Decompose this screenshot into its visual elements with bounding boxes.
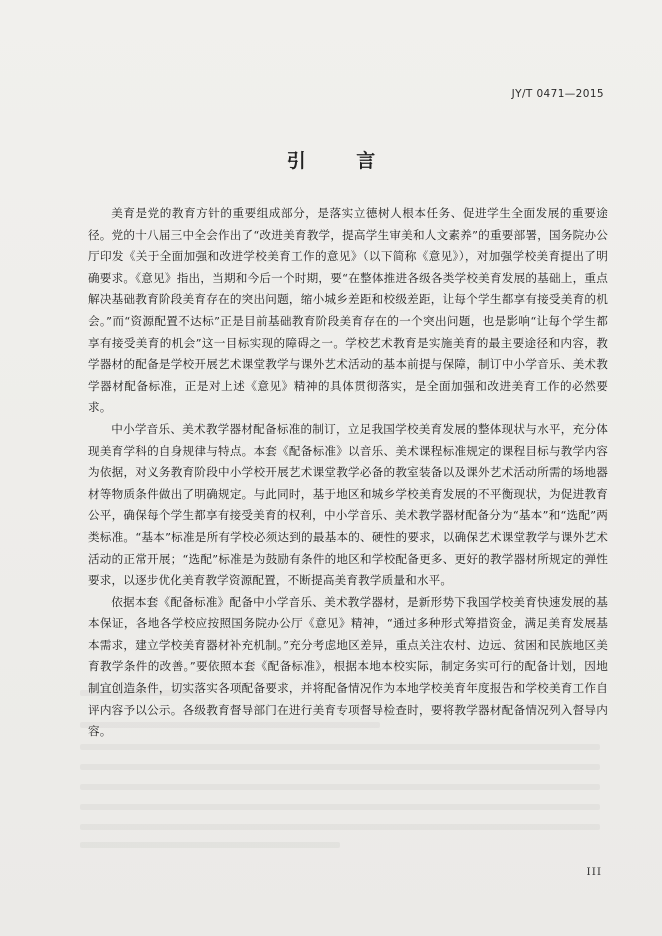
bleed-through-line bbox=[80, 804, 600, 810]
paragraph: 依据本套《配备标准》配备中小学音乐、美术教学器材，是新形势下我国学校美育快速发展的基本保证，各地各学校应按照国务院办公厅《意见》精神，“通过多种形式筹措资金，满足美育发展基本需求，建立学校美育器材补充机制。”充分考虑地区差异，重点关注农村、边远、贫困和民族地区美育教学条件的改善。”要依照本套《配备标准》，根据本地本校实际，制定务实可行的配备计划，因地制宜创造条件，切实落实各项配备要求，并将配备情况作为本地学校美育年度报告和学校美育工作自评内容予以公示。各级教育督导部门在进行美育专项督导检查时，要将教学器材配备情况列入督导内容。 bbox=[88, 594, 608, 739]
bleed-through-line bbox=[80, 690, 200, 696]
bleed-through-line bbox=[80, 744, 600, 750]
bleed-through-line bbox=[80, 722, 380, 728]
page-number: III bbox=[586, 866, 602, 878]
paragraph: 中小学音乐、美术教学器材配备标准的制订，立足我国学校美育发展的整体现状与水平，充分体现美育学科的自身规律与特点。本套《配备标准》以音乐、美术课程标准规定的课程目标与教学内容为依据，对义务教育阶段中小学校开展艺术课堂教学必备的教室装备以及课外艺术活动所需的场地器材等物质条件做出了明确规定。与此同时，基于地区和城乡学校美育发展的不平衡现状，为促进教育公平，确保每个学生都享有接受美育的权利，中小学音乐、美术教学器材配备分为“基本”和“选配”两类标准。“基本”标准是所有学校必须达到的最基本的、硬性的要求，以确保艺术课堂教学与课外艺术活动的正常开展；“选配”标准是为鼓励有条件的地区和学校配备更多、更好的教学器材所规定的弹性要求，以逐步优化美育教学资源配置，不断提高美育教学质量和水平。 bbox=[88, 421, 608, 588]
page-title bbox=[0, 146, 662, 173]
body-text bbox=[88, 203, 608, 743]
page-title-text: 引 言 bbox=[286, 150, 398, 172]
bleed-through-line bbox=[80, 784, 600, 790]
bleed-through-line bbox=[80, 824, 600, 830]
standard-number: JY/T 0471—2015 bbox=[511, 88, 604, 100]
bleed-through-line bbox=[80, 842, 340, 848]
bleed-through-line bbox=[80, 764, 600, 770]
paragraph: 美育是党的教育方针的重要组成部分，是落实立德树人根本任务、促进学生全面发展的重要途径。党的十八届三中全会作出了“改进美育教学，提高学生审美和人文素养”的重要部署，国务院办公厅印发《关于全面加强和改进学校美育工作的意见》（以下简称《意见》），对加强学校美育提出了明确要求。《意见》指出，当期和今后一个时期，要“在整体推进各级各类学校美育发展的基础上，重点解决基础教育阶段美育存在的突出问题，缩小城乡差距和校级差距，让每个学生都享有接受美育的机会。”而“资源配置不达标”正是目前基础教育阶段美育存在的一个突出问题，也是影响“让每个学生都享有接受美育的机会”这一目标实现的障碍之一。学校艺术教育是实施美育的最主要途径和内容，教学器材的配备是学校开展艺术课堂教学与课外艺术活动的基本前提与保障，制订中小学音乐、美术教学器材配备标准，正是对上述《意见》精神的具体贯彻落实，是全面加强和改进美育工作的必然要求。 bbox=[88, 206, 608, 415]
